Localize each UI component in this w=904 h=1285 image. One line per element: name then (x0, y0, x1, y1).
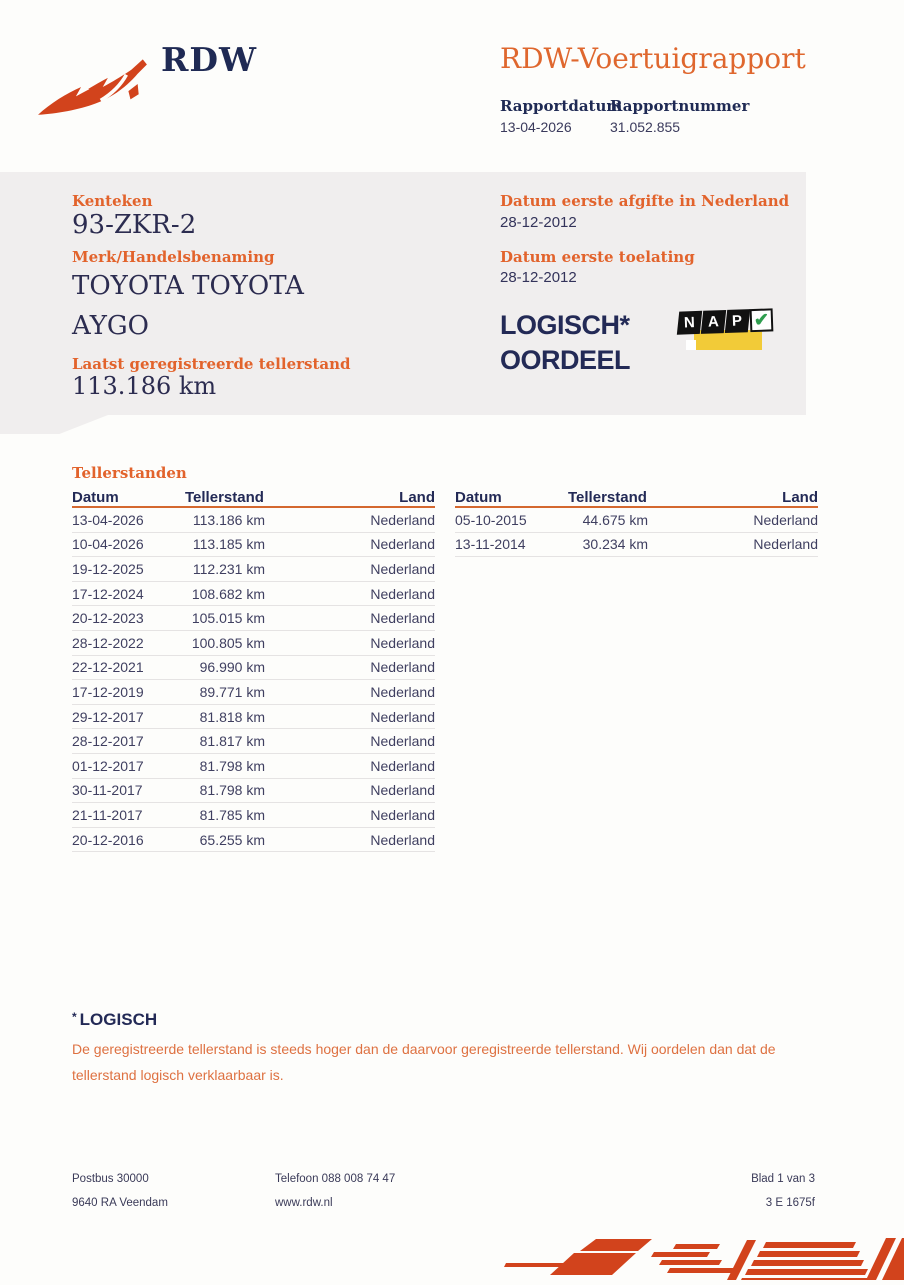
cell-land: Nederland (370, 659, 435, 676)
oordeel-verdict (500, 308, 630, 378)
report-number-label: Rapportnummer (610, 97, 750, 115)
cell-land: Nederland (370, 610, 435, 627)
eerste-toelating-label: Datum eerste toelating (500, 248, 695, 266)
rdw-feather-logo-icon (36, 52, 151, 118)
tellerstanden-section-title: Tellerstanden (72, 464, 187, 482)
merk-label: Merk/Handelsbenaming (72, 248, 275, 266)
table-header-row (72, 487, 435, 508)
page-title: RDW-Voertuigrapport (500, 42, 806, 75)
cell-tellerstand: 81.798 km (199, 782, 265, 799)
cell-datum: 01-12-2017 (72, 757, 144, 774)
eerste-toelating-value: 28-12-2012 (500, 269, 577, 286)
cell-datum: 17-12-2024 (72, 585, 144, 602)
cell-land: Nederland (370, 560, 435, 577)
table-row (72, 557, 435, 582)
cell-land: Nederland (370, 683, 435, 700)
cell-tellerstand: 96.990 km (199, 659, 265, 676)
nap-letter-boxes (678, 308, 774, 334)
cell-land: Nederland (370, 806, 435, 823)
table-row (72, 705, 435, 730)
table-row (72, 803, 435, 828)
footnote-title: * LOGISCH (72, 1010, 158, 1029)
panel-corner-decoration (0, 415, 108, 434)
column-header-datum: Datum (72, 489, 119, 506)
tellerstanden-table-left (72, 487, 435, 852)
oordeel-line2: OORDEEL (500, 345, 631, 376)
cell-datum: 17-12-2019 (72, 683, 144, 700)
table-row (72, 631, 435, 656)
column-header-datum: Datum (455, 489, 502, 506)
table-row (72, 656, 435, 681)
oordeel-line1: LOGISCH* (500, 310, 630, 340)
cell-land: Nederland (370, 536, 435, 553)
table-row (72, 680, 435, 705)
cell-datum: 05-10-2015 (455, 511, 527, 528)
cell-tellerstand: 30.234 km (582, 536, 648, 553)
report-date-value: 13-04-2026 (500, 119, 572, 135)
cell-tellerstand: 81.818 km (199, 708, 265, 725)
nap-letter-n: N (677, 311, 702, 335)
cell-land: Nederland (370, 782, 435, 799)
cell-datum: 10-04-2026 (72, 536, 144, 553)
cell-datum: 28-12-2017 (72, 733, 144, 750)
cell-tellerstand: 108.682 km (191, 585, 265, 602)
rdw-speedlines-graphic-icon (504, 1234, 904, 1280)
report-number-value: 31.052.855 (610, 119, 681, 135)
cell-datum: 30-11-2017 (72, 782, 143, 799)
nap-letter-p: P (725, 309, 750, 333)
column-header-tellerstand: Tellerstand (185, 489, 264, 506)
cell-land: Nederland (370, 831, 435, 848)
table-row (455, 508, 818, 533)
cell-land: Nederland (370, 757, 435, 774)
rdw-wordmark: RDW (161, 40, 258, 79)
laatst-tellerstand-label: Laatst geregistreerde tellerstand (72, 355, 351, 373)
nap-logo (678, 309, 770, 354)
cell-tellerstand: 81.817 km (199, 733, 265, 750)
cell-tellerstand: 89.771 km (199, 683, 265, 700)
footer-address-line1: Postbus 30000 (72, 1173, 149, 1185)
cell-datum: 22-12-2021 (72, 659, 144, 676)
cell-datum: 20-12-2023 (72, 610, 144, 627)
cell-datum: 29-12-2017 (72, 708, 144, 725)
footer-form-code: 3 E 1675f (765, 1197, 815, 1209)
table-header-row (455, 487, 818, 508)
footer-page-indicator: Blad 1 van 3 (751, 1173, 815, 1185)
cell-tellerstand: 81.785 km (199, 806, 265, 823)
cell-land: Nederland (370, 708, 435, 725)
nap-white-notch (686, 340, 696, 350)
table-row (72, 779, 435, 804)
cell-datum: 21-11-2017 (72, 806, 143, 823)
table-row (455, 533, 818, 558)
kenteken-label: Kenteken (72, 192, 153, 210)
footer-phone: Telefoon 088 008 74 47 (275, 1173, 396, 1185)
cell-datum: 13-11-2014 (455, 536, 526, 553)
cell-datum: 13-04-2026 (72, 511, 144, 528)
cell-tellerstand: 112.231 km (192, 560, 265, 577)
footer-website-link[interactable]: www.rdw.nl (275, 1197, 333, 1209)
column-header-land: Land (782, 489, 818, 506)
nap-checkmark-icon: ✔ (750, 308, 774, 332)
column-header-tellerstand: Tellerstand (568, 489, 647, 506)
footnote-asterisk: * (72, 1010, 77, 1024)
table-row (72, 508, 435, 533)
cell-land: Nederland (370, 585, 435, 602)
cell-tellerstand: 113.186 km (192, 511, 265, 528)
table-row (72, 754, 435, 779)
table-row (72, 729, 435, 754)
cell-tellerstand: 100.805 km (191, 634, 265, 651)
report-date-label: Rapportdatum (500, 97, 623, 115)
cell-tellerstand: 65.255 km (199, 831, 265, 848)
cell-datum: 19-12-2025 (72, 560, 144, 577)
eerste-afgifte-label: Datum eerste afgifte in Nederland (500, 192, 790, 210)
column-header-land: Land (399, 489, 435, 506)
cell-land: Nederland (753, 511, 818, 528)
kenteken-value: 93-ZKR-2 (72, 210, 197, 240)
cell-land: Nederland (370, 511, 435, 528)
table-row (72, 533, 435, 558)
cell-land: Nederland (370, 634, 435, 651)
cell-datum: 20-12-2016 (72, 831, 144, 848)
footnote-text: De geregistreerde tellerstand is steeds hoger dan de daarvoor geregistreerde tellerstand. Wij oordelen dan dat de tellerstand logisch verklaarbaar is. (72, 1041, 776, 1083)
cell-land: Nederland (753, 536, 818, 553)
cell-land: Nederland (370, 733, 435, 750)
cell-datum: 28-12-2022 (72, 634, 144, 651)
cell-tellerstand: 81.798 km (199, 757, 265, 774)
eerste-afgifte-value: 28-12-2012 (500, 214, 577, 231)
table-row (72, 582, 435, 607)
nap-letter-a: A (701, 310, 726, 334)
footer-address-line2: 9640 RA Veendam (72, 1197, 168, 1209)
cell-tellerstand: 113.185 km (192, 536, 265, 553)
cell-tellerstand: 44.675 km (582, 511, 648, 528)
cell-tellerstand: 105.015 km (191, 610, 265, 627)
merk-value: TOYOTA TOYOTA AYGO (72, 271, 304, 342)
laatst-tellerstand-value: 113.186 km (72, 372, 217, 400)
table-row (72, 828, 435, 853)
tellerstanden-table-right (455, 487, 818, 557)
table-row (72, 606, 435, 631)
